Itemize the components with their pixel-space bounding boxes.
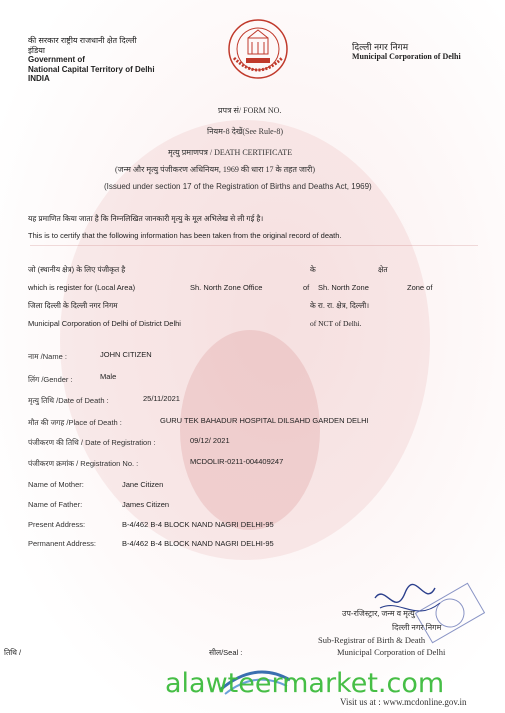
place-value: GURU TEK BAHADUR HOSPITAL DILSAHD GARDEN DELHI xyxy=(160,416,369,425)
certify-hindi: यह प्रमाणित किया जाता है कि निम्नलिखित जानकारी मृत्यु के मूल अभिलेख से ली गई है। xyxy=(28,214,264,223)
area-hindi-ke: के xyxy=(310,265,316,274)
dor-value: 09/12/ 2021 xyxy=(190,436,230,445)
act-hindi: (जन्म और मृत्यु पंजीकरण अधिनियम, 1969 की धारा 17 के तहत जारी) xyxy=(115,165,315,174)
area-zone: Sh. North Zone xyxy=(318,283,369,292)
area-hindi-1: जो (स्थानीय क्षेत्र) के लिए पंजीकृत है xyxy=(28,265,126,274)
area-hindi-kshetra: क्षेत xyxy=(378,265,388,274)
form-no: प्रपत्र सं/ FORM NO. xyxy=(218,106,282,115)
govt-en-1: Government of xyxy=(28,55,85,64)
place-label: मौत की जगह /Place of Death : xyxy=(28,418,122,427)
registrar-hindi-2: दिल्ली नगर निगम xyxy=(392,623,442,632)
watermark-banner: alawteermarket.com xyxy=(165,668,445,699)
area-hindi-nct: के रा. रा. क्षेत्र, दिल्ली। xyxy=(310,301,370,310)
area-en-nct: of NCT of Delhi. xyxy=(310,319,362,328)
area-en-2: Municipal Corporation of Delhi of District Delhi xyxy=(28,319,181,328)
watermark-inner xyxy=(180,330,320,530)
govt-hindi-2: इंडिया xyxy=(28,45,45,55)
govt-en-3: INDIA xyxy=(28,74,50,83)
divider xyxy=(30,245,478,246)
mcd-seal-icon xyxy=(226,18,290,80)
present-address-label: Present Address: xyxy=(28,520,86,529)
registrar-hindi: उप-रजिस्ट्रार, जन्म व मृत्यु xyxy=(342,609,415,618)
govt-hindi-1: की सरकार राष्ट्रीय राजधानी क्षेत दिल्ली xyxy=(28,36,137,45)
area-zone-of: Zone of xyxy=(407,283,433,292)
visit-text: Visit us at : www.mcdonline.gov.in xyxy=(340,697,467,707)
regno-label: पंजीकरण क्रमांक / Registration No. : xyxy=(28,459,139,468)
father-value: James Citizen xyxy=(122,500,170,509)
dor-label: पंजीकरण की तिथि / Date of Registration : xyxy=(28,438,156,447)
name-value: JOHN CITIZEN xyxy=(100,350,152,359)
seal-label: सील/Seal : xyxy=(209,648,243,657)
gender-value: Male xyxy=(100,372,117,381)
registrar-en-2: Municipal Corporation of Delhi xyxy=(337,647,446,657)
area-of: of xyxy=(303,283,310,292)
certificate-title: मृत्यु प्रमाणपत्र / DEATH CERTIFICATE xyxy=(168,148,293,157)
act-en: (Issued under section 17 of the Registration of Births and Deaths Act, 1969) xyxy=(104,182,372,191)
regno-value: MCDOLIR-0211-004409247 xyxy=(190,457,284,466)
date-label: तिथि / xyxy=(4,648,22,657)
govt-header xyxy=(28,36,155,84)
gender-label: लिंग /Gender : xyxy=(28,375,73,384)
father-label: Name of Father: xyxy=(28,500,83,509)
area-hindi-2: जिला दिल्ली के दिल्ली नगर निगम xyxy=(28,301,118,310)
dod-value: 25/11/2021 xyxy=(143,394,180,403)
rule: नियम-8 देखें(See Rule-8) xyxy=(207,127,284,136)
registrar-en: Sub-Registrar of Birth & Death xyxy=(318,635,426,645)
mcd-hindi: दिल्ली नगर निगम xyxy=(352,42,409,52)
certify-en: This is to certify that the following information has been taken from the original record of death. xyxy=(28,231,342,240)
present-address-value: B-4/462 B-4 BLOCK NAND NAGRI DELHI-95 xyxy=(122,520,274,529)
name-label: नाम /Name : xyxy=(28,352,67,361)
mcd-en: Municipal Corporation of Delhi xyxy=(352,52,461,61)
area-office: Sh. North Zone Office xyxy=(190,283,263,292)
dod-label: मृत्यु तिथि /Date of Death : xyxy=(28,396,109,405)
mother-label: Name of Mother: xyxy=(28,480,84,489)
permanent-address-label: Permanent Address: xyxy=(28,539,96,548)
area-en-1: which is register for (Local Area) xyxy=(28,283,136,292)
govt-en-2: National Capital Territory of Delhi xyxy=(28,64,155,74)
permanent-address-value: B-4/462 B-4 BLOCK NAND NAGRI DELHI-95 xyxy=(122,539,274,548)
mother-value: Jane Citizen xyxy=(122,480,164,489)
